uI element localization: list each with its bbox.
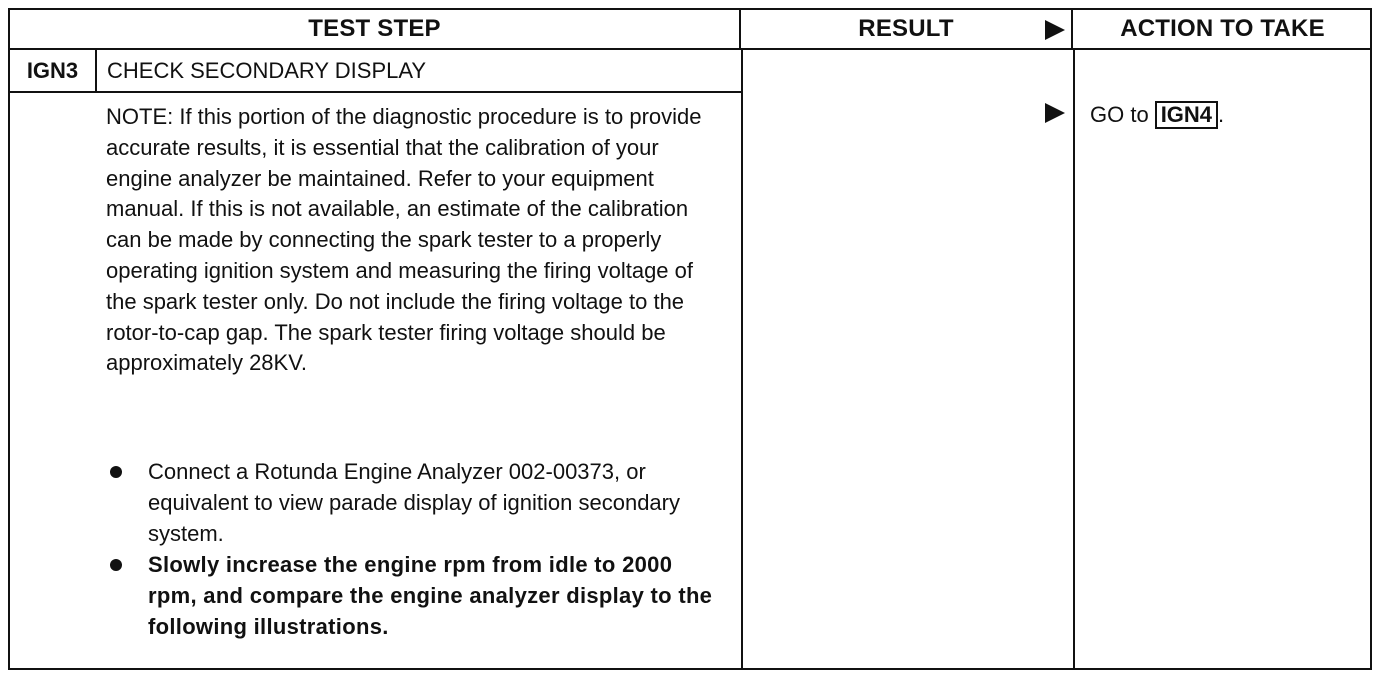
action-cell	[1090, 100, 1224, 130]
right-triangle-icon	[1045, 103, 1065, 123]
bullet-item: Connect a Rotunda Engine Analyzer 002-00373, or equivalent to view parade display of ignition secondary system.	[106, 456, 726, 549]
diagnostic-table	[8, 8, 1372, 670]
header-test-step: TEST STEP	[10, 10, 741, 50]
step-note: NOTE: If this portion of the diagnostic procedure is to provide accurate results, it is essential that the calibration of your engine analyzer be maintained. Refer to your equipment manual. If this is not available, an estimate of the calibration can be made by connecting the spark tester to a properly operating ignition system and measuring the firing voltage of the spark tester only. Do not include the firing voltage to the rotor-to-cap gap. The spark tester firing voltage should be approximately 28KV.	[106, 104, 702, 376]
bullet-item: Slowly increase the engine rpm from idle to 2000 rpm, and compare the engine analyzer display to the following illustrations.	[106, 549, 726, 642]
step-code: IGN3	[10, 50, 97, 93]
step-title: CHECK SECONDARY DISPLAY	[97, 50, 741, 93]
header-result: RESULT	[741, 10, 1073, 50]
step-reference-link[interactable]: IGN4	[1155, 101, 1218, 129]
column-divider	[741, 50, 743, 668]
header-action-to-take: ACTION TO TAKE	[1073, 10, 1372, 50]
action-suffix: .	[1218, 102, 1225, 127]
column-divider	[1073, 50, 1075, 668]
step-bullet-list	[106, 456, 726, 642]
right-triangle-icon	[1045, 20, 1065, 40]
action-prefix: GO to	[1090, 102, 1149, 127]
